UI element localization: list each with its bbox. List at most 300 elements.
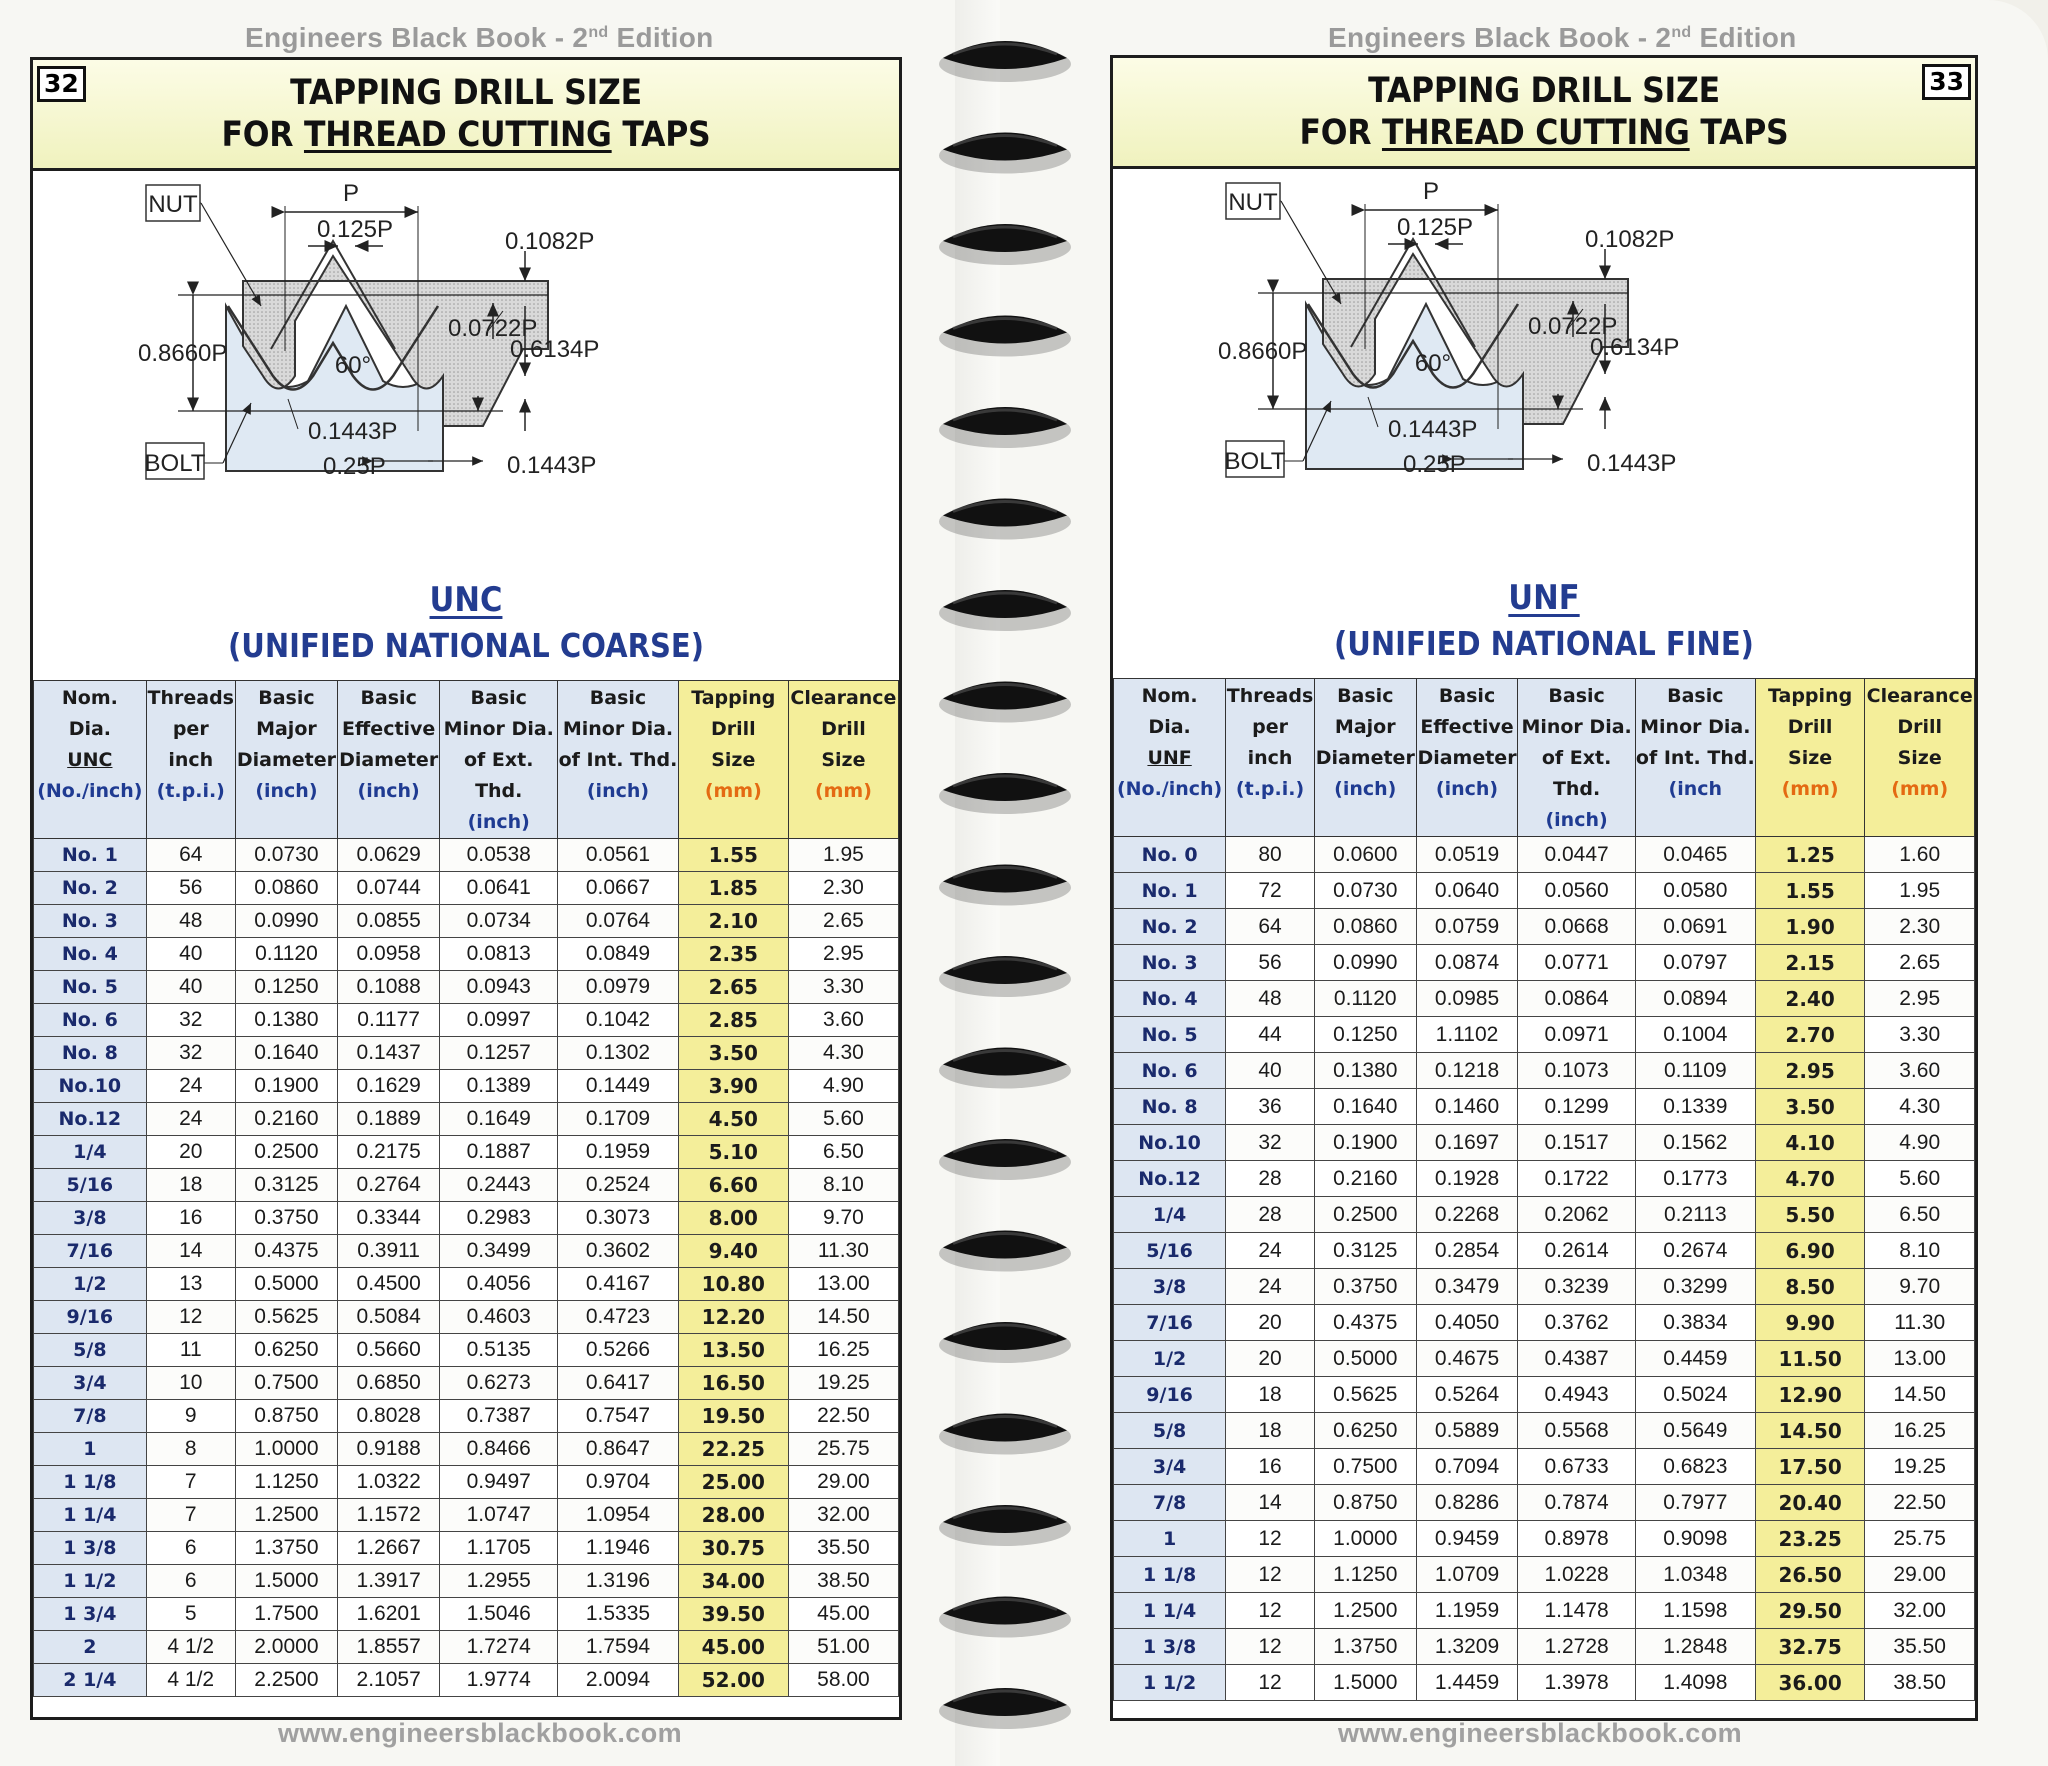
tapping-drill-size-cell: 19.50 xyxy=(678,1400,788,1433)
clearance-drill-size-cell: 25.75 xyxy=(1865,1521,1975,1557)
clearance-drill-size-cell: 4.90 xyxy=(1865,1125,1975,1161)
nominal-diameter-cell: 1 1/8 xyxy=(1114,1557,1226,1593)
minor-diameter-ext-header xyxy=(1518,679,1635,837)
minor-diameter-ext-header-line: Basic xyxy=(470,687,527,709)
table-row xyxy=(34,1532,899,1565)
clearance-drill-size-cell: 3.60 xyxy=(1865,1053,1975,1089)
table-row xyxy=(34,1499,899,1532)
threads-per-inch-cell: 14 xyxy=(146,1235,235,1268)
minor-diameter-ext-cell: 0.6733 xyxy=(1518,1449,1635,1485)
unf-drill-size-table xyxy=(1113,678,1975,1701)
tapping-drill-size-cell: 1.85 xyxy=(678,872,788,905)
minor-diameter-ext-cell: 0.3239 xyxy=(1518,1269,1635,1305)
threads-per-inch-cell: 32 xyxy=(146,1037,235,1070)
table-row xyxy=(34,1334,899,1367)
tapping-drill-size-cell: 30.75 xyxy=(678,1532,788,1565)
effective-diameter-cell: 0.5889 xyxy=(1416,1413,1518,1449)
nominal-diameter-cell: 5/8 xyxy=(1114,1413,1226,1449)
clearance-drill-size-header xyxy=(1865,679,1975,837)
clearance-drill-size-cell: 9.70 xyxy=(1865,1269,1975,1305)
diagram-label-p0722: 0.0722P xyxy=(1528,313,1618,340)
effective-diameter-cell: 0.2854 xyxy=(1416,1233,1518,1269)
table-row xyxy=(1114,1449,1975,1485)
nominal-diameter-cell: No. 4 xyxy=(34,938,147,971)
major-diameter-cell: 0.0990 xyxy=(1314,945,1416,981)
threads-per-inch-cell: 4 1/2 xyxy=(146,1664,235,1697)
nominal-diameter-cell: 9/16 xyxy=(1114,1377,1226,1413)
effective-diameter-cell: 1.1572 xyxy=(338,1499,440,1532)
minor-diameter-int-cell: 1.0954 xyxy=(558,1499,679,1532)
table-row xyxy=(34,1664,899,1697)
major-diameter-cell: 0.1380 xyxy=(1314,1053,1416,1089)
minor-diameter-int-header-line: Basic xyxy=(589,687,647,709)
tapping-drill-size-cell: 45.00 xyxy=(678,1631,788,1664)
threads-per-inch-header-line: (t.p.i.) xyxy=(156,780,225,802)
effective-diameter-cell: 1.1102 xyxy=(1416,1017,1518,1053)
diagram-label-p: P xyxy=(342,180,360,207)
binding-coil xyxy=(939,224,1071,265)
table-row xyxy=(1114,1269,1975,1305)
diagram-label-p0722: 0.0722P xyxy=(448,315,538,342)
page-title-line2: FOR THREAD CUTTING TAPS xyxy=(221,115,711,155)
nominal-diameter-header xyxy=(1114,679,1226,837)
minor-diameter-int-cell: 1.7594 xyxy=(558,1631,679,1664)
clearance-drill-size-cell: 4.30 xyxy=(1865,1089,1975,1125)
table-row xyxy=(1114,873,1975,909)
threads-per-inch-cell: 8 xyxy=(146,1433,235,1466)
effective-diameter-cell: 0.1928 xyxy=(1416,1161,1518,1197)
nominal-diameter-header-line: Dia. xyxy=(1148,716,1191,738)
clearance-drill-size-cell: 32.00 xyxy=(1865,1593,1975,1629)
threads-per-inch-cell: 64 xyxy=(1226,909,1315,945)
effective-diameter-cell: 0.8286 xyxy=(1416,1485,1518,1521)
clearance-drill-size-cell: 16.25 xyxy=(1865,1413,1975,1449)
effective-diameter-cell: 1.3209 xyxy=(1416,1629,1518,1665)
minor-diameter-ext-cell: 0.1517 xyxy=(1518,1125,1635,1161)
table-row xyxy=(1114,1305,1975,1341)
minor-diameter-int-cell: 0.4167 xyxy=(558,1268,679,1301)
tapping-drill-size-header-line: Drill xyxy=(1787,716,1833,738)
table-row xyxy=(1114,1125,1975,1161)
major-diameter-cell: 0.8750 xyxy=(235,1400,337,1433)
nominal-diameter-cell: No.12 xyxy=(34,1103,147,1136)
clearance-drill-size-cell: 19.25 xyxy=(788,1367,898,1400)
nominal-diameter-cell: 1/2 xyxy=(1114,1341,1226,1377)
tapping-drill-size-cell: 36.00 xyxy=(1755,1665,1865,1701)
nominal-diameter-cell: No. 1 xyxy=(34,839,147,872)
binding-coil xyxy=(939,1231,1071,1272)
minor-diameter-ext-cell: 0.3499 xyxy=(440,1235,558,1268)
effective-diameter-cell: 0.5660 xyxy=(338,1334,440,1367)
standard-abbreviation: UNC xyxy=(429,580,503,620)
page-title-line1: TAPPING DRILL SIZE xyxy=(1368,71,1720,111)
minor-diameter-ext-cell: 0.1887 xyxy=(440,1136,558,1169)
table-row xyxy=(34,1466,899,1499)
standard-name: (UNIFIED NATIONAL COARSE) xyxy=(228,626,704,665)
table-row xyxy=(34,1202,899,1235)
major-diameter-cell: 0.5625 xyxy=(1314,1377,1416,1413)
tapping-drill-size-cell: 29.50 xyxy=(1755,1593,1865,1629)
minor-diameter-int-header-line: Basic xyxy=(1667,685,1724,707)
effective-diameter-cell: 0.1177 xyxy=(338,1004,440,1037)
binding-coil xyxy=(939,1414,1071,1455)
minor-diameter-ext-cell: 0.7874 xyxy=(1518,1485,1635,1521)
tapping-drill-size-cell: 3.90 xyxy=(678,1070,788,1103)
minor-diameter-ext-cell: 0.2062 xyxy=(1518,1197,1635,1233)
minor-diameter-int-cell: 0.1773 xyxy=(1635,1161,1755,1197)
nominal-diameter-header-line: Dia. xyxy=(68,718,112,740)
threads-per-inch-cell: 5 xyxy=(146,1598,235,1631)
nominal-diameter-cell: 1/4 xyxy=(1114,1197,1226,1233)
clearance-drill-size-header-line: (mm) xyxy=(1891,778,1949,800)
threads-per-inch-cell: 32 xyxy=(146,1004,235,1037)
nominal-diameter-cell: No. 3 xyxy=(1114,945,1226,981)
effective-diameter-header-line: Basic xyxy=(1438,685,1496,707)
minor-diameter-int-header-line: of Int. Thd. xyxy=(1635,747,1755,769)
tapping-drill-size-header xyxy=(1755,679,1865,837)
page-number: 33 xyxy=(1922,64,1971,100)
tapping-drill-size-cell: 11.50 xyxy=(1755,1341,1865,1377)
binding-coil xyxy=(939,590,1071,631)
threads-per-inch-cell: 18 xyxy=(1226,1413,1315,1449)
major-diameter-cell: 1.7500 xyxy=(235,1598,337,1631)
nominal-diameter-cell: 1 1/8 xyxy=(34,1466,147,1499)
threads-per-inch-cell: 40 xyxy=(1226,1053,1315,1089)
effective-diameter-cell: 2.1057 xyxy=(338,1664,440,1697)
clearance-drill-size-cell: 58.00 xyxy=(788,1664,898,1697)
nominal-diameter-cell: No.12 xyxy=(1114,1161,1226,1197)
nominal-diameter-cell: 5/16 xyxy=(34,1169,147,1202)
minor-diameter-int-cell: 0.0849 xyxy=(558,938,679,971)
threads-per-inch-cell: 48 xyxy=(1226,981,1315,1017)
minor-diameter-ext-cell: 0.8466 xyxy=(440,1433,558,1466)
tapping-drill-size-cell: 12.90 xyxy=(1755,1377,1865,1413)
clearance-drill-size-cell: 1.60 xyxy=(1865,837,1975,873)
clearance-drill-size-cell: 2.95 xyxy=(1865,981,1975,1017)
nominal-diameter-cell: 1 xyxy=(34,1433,147,1466)
minor-diameter-ext-cell: 0.4387 xyxy=(1518,1341,1635,1377)
major-diameter-cell: 1.1250 xyxy=(235,1466,337,1499)
threads-per-inch-header-line: per xyxy=(1252,716,1288,738)
effective-diameter-cell: 0.5264 xyxy=(1416,1377,1518,1413)
minor-diameter-int-header-line: (inch) xyxy=(586,780,650,802)
major-diameter-cell: 1.5000 xyxy=(235,1565,337,1598)
effective-diameter-cell: 0.6850 xyxy=(338,1367,440,1400)
threads-per-inch-header xyxy=(146,681,235,839)
tapping-drill-size-header-line: Tapping xyxy=(691,687,776,709)
minor-diameter-int-cell: 0.2524 xyxy=(558,1169,679,1202)
minor-diameter-ext-cell: 0.5135 xyxy=(440,1334,558,1367)
minor-diameter-ext-cell: 1.2728 xyxy=(1518,1629,1635,1665)
tapping-drill-size-cell: 2.70 xyxy=(1755,1017,1865,1053)
minor-diameter-ext-cell: 0.0734 xyxy=(440,905,558,938)
tapping-drill-size-cell: 6.60 xyxy=(678,1169,788,1202)
threads-per-inch-cell: 12 xyxy=(1226,1593,1315,1629)
major-diameter-cell: 0.1640 xyxy=(1314,1089,1416,1125)
minor-diameter-ext-cell: 0.4603 xyxy=(440,1301,558,1334)
minor-diameter-ext-cell: 0.0771 xyxy=(1518,945,1635,981)
diagram-label-p1443a: 0.1443P xyxy=(308,418,398,445)
major-diameter-header-line: Major xyxy=(256,718,317,740)
clearance-drill-size-cell: 2.65 xyxy=(1865,945,1975,981)
major-diameter-cell: 1.0000 xyxy=(235,1433,337,1466)
table-header-row xyxy=(1114,679,1975,837)
clearance-drill-size-cell: 13.00 xyxy=(1865,1341,1975,1377)
tapping-drill-size-cell: 2.35 xyxy=(678,938,788,971)
nominal-diameter-cell: 7/16 xyxy=(34,1235,147,1268)
threads-per-inch-cell: 20 xyxy=(1226,1305,1315,1341)
minor-diameter-int-cell: 1.2848 xyxy=(1635,1629,1755,1665)
diagram-label-p: P xyxy=(1422,178,1440,205)
major-diameter-cell: 0.5000 xyxy=(235,1268,337,1301)
minor-diameter-ext-header-line: (inch) xyxy=(1545,809,1608,831)
threads-per-inch-cell: 18 xyxy=(1226,1377,1315,1413)
nominal-diameter-cell: 3/8 xyxy=(34,1202,147,1235)
nominal-diameter-cell: 1 1/2 xyxy=(34,1565,147,1598)
threads-per-inch-header-line: inch xyxy=(1247,747,1293,769)
minor-diameter-int-cell: 0.3602 xyxy=(558,1235,679,1268)
table-row xyxy=(34,1169,899,1202)
binding-coil xyxy=(939,1597,1071,1638)
minor-diameter-int-cell: 1.3196 xyxy=(558,1565,679,1598)
threads-per-inch-header-line: per xyxy=(172,718,209,740)
diagram-label-angle: 60° xyxy=(334,352,372,379)
minor-diameter-ext-cell: 1.2955 xyxy=(440,1565,558,1598)
clearance-drill-size-cell: 32.00 xyxy=(788,1499,898,1532)
minor-diameter-int-cell: 0.1959 xyxy=(558,1136,679,1169)
title-bar xyxy=(33,60,899,171)
table-row xyxy=(1114,1341,1975,1377)
minor-diameter-int-cell: 1.0348 xyxy=(1635,1557,1755,1593)
threads-per-inch-cell: 4 1/2 xyxy=(146,1631,235,1664)
clearance-drill-size-cell: 38.50 xyxy=(1865,1665,1975,1701)
table-row xyxy=(1114,1233,1975,1269)
nominal-diameter-cell: 1 3/8 xyxy=(1114,1629,1226,1665)
major-diameter-cell: 1.2500 xyxy=(1314,1593,1416,1629)
minor-diameter-ext-cell: 1.3978 xyxy=(1518,1665,1635,1701)
effective-diameter-cell: 1.0322 xyxy=(338,1466,440,1499)
table-row xyxy=(34,1367,899,1400)
minor-diameter-ext-cell: 1.1478 xyxy=(1518,1593,1635,1629)
effective-diameter-cell: 0.0640 xyxy=(1416,873,1518,909)
table-row xyxy=(1114,1089,1975,1125)
threads-per-inch-header-line: Threads xyxy=(147,687,234,709)
threads-per-inch-cell: 16 xyxy=(1226,1449,1315,1485)
binding-coil xyxy=(939,1322,1071,1363)
threads-per-inch-cell: 24 xyxy=(146,1103,235,1136)
clearance-drill-size-cell: 13.00 xyxy=(788,1268,898,1301)
effective-diameter-cell: 0.1218 xyxy=(1416,1053,1518,1089)
table-row xyxy=(1114,1197,1975,1233)
minor-diameter-ext-cell: 1.9774 xyxy=(440,1664,558,1697)
clearance-drill-size-cell: 16.25 xyxy=(788,1334,898,1367)
page-number: 32 xyxy=(37,66,86,102)
tapping-drill-size-cell: 13.50 xyxy=(678,1334,788,1367)
minor-diameter-ext-cell: 1.5046 xyxy=(440,1598,558,1631)
major-diameter-cell: 0.0860 xyxy=(1314,909,1416,945)
minor-diameter-int-cell: 0.8647 xyxy=(558,1433,679,1466)
nominal-diameter-cell: No. 6 xyxy=(34,1004,147,1037)
page-title-line1: TAPPING DRILL SIZE xyxy=(290,73,642,113)
minor-diameter-int-cell: 0.0979 xyxy=(558,971,679,1004)
threads-per-inch-cell: 64 xyxy=(146,839,235,872)
threads-per-inch-cell: 44 xyxy=(1226,1017,1315,1053)
table-row xyxy=(1114,1557,1975,1593)
major-diameter-cell: 0.2160 xyxy=(1314,1161,1416,1197)
threads-per-inch-cell: 7 xyxy=(146,1466,235,1499)
threads-per-inch-cell: 7 xyxy=(146,1499,235,1532)
major-diameter-header xyxy=(235,681,337,839)
nominal-diameter-cell: 5/16 xyxy=(1114,1233,1226,1269)
major-diameter-cell: 0.0600 xyxy=(1314,837,1416,873)
threads-per-inch-cell: 20 xyxy=(1226,1341,1315,1377)
minor-diameter-ext-cell: 1.7274 xyxy=(440,1631,558,1664)
minor-diameter-int-cell: 0.1109 xyxy=(1635,1053,1755,1089)
threads-per-inch-cell: 24 xyxy=(1226,1269,1315,1305)
major-diameter-cell: 0.5625 xyxy=(235,1301,337,1334)
nominal-diameter-header-line: (No./inch) xyxy=(37,780,143,802)
table-row xyxy=(1114,1485,1975,1521)
tapping-drill-size-cell: 1.90 xyxy=(1755,909,1865,945)
minor-diameter-ext-cell: 0.4056 xyxy=(440,1268,558,1301)
threads-per-inch-header-line: inch xyxy=(168,749,214,771)
table-row xyxy=(1114,1521,1975,1557)
major-diameter-cell: 0.4375 xyxy=(1314,1305,1416,1341)
effective-diameter-header-line: Diameter xyxy=(1417,747,1517,769)
nominal-diameter-cell: 5/8 xyxy=(34,1334,147,1367)
clearance-drill-size-cell: 3.30 xyxy=(1865,1017,1975,1053)
diagram-label-p1443b: 0.1443P xyxy=(507,452,597,479)
minor-diameter-ext-cell: 0.1722 xyxy=(1518,1161,1635,1197)
effective-diameter-header-line: Basic xyxy=(360,687,417,709)
minor-diameter-int-cell: 0.1562 xyxy=(1635,1125,1755,1161)
major-diameter-cell: 0.3750 xyxy=(1314,1269,1416,1305)
clearance-drill-size-cell: 8.10 xyxy=(788,1169,898,1202)
nominal-diameter-cell: No. 3 xyxy=(34,905,147,938)
nominal-diameter-cell: No.10 xyxy=(1114,1125,1226,1161)
minor-diameter-int-cell: 0.2113 xyxy=(1635,1197,1755,1233)
effective-diameter-cell: 0.0855 xyxy=(338,905,440,938)
binding-coil xyxy=(939,499,1071,540)
minor-diameter-int-cell: 0.1302 xyxy=(558,1037,679,1070)
minor-diameter-int-cell: 0.6823 xyxy=(1635,1449,1755,1485)
minor-diameter-int-cell: 0.3834 xyxy=(1635,1305,1755,1341)
major-diameter-cell: 0.4375 xyxy=(235,1235,337,1268)
major-diameter-cell: 0.1120 xyxy=(1314,981,1416,1017)
minor-diameter-ext-cell: 1.1705 xyxy=(440,1532,558,1565)
clearance-drill-size-cell: 6.50 xyxy=(1865,1197,1975,1233)
threads-per-inch-cell: 36 xyxy=(1226,1089,1315,1125)
binding-coil xyxy=(939,1139,1071,1180)
table-row xyxy=(1114,1017,1975,1053)
nominal-diameter-cell: 7/8 xyxy=(34,1400,147,1433)
tapping-drill-size-cell: 10.80 xyxy=(678,1268,788,1301)
minor-diameter-ext-cell: 0.2614 xyxy=(1518,1233,1635,1269)
major-diameter-cell: 0.8750 xyxy=(1314,1485,1416,1521)
binding-coil xyxy=(939,1688,1071,1729)
clearance-drill-size-cell: 8.10 xyxy=(1865,1233,1975,1269)
nominal-diameter-cell: 1 1/4 xyxy=(1114,1593,1226,1629)
nominal-diameter-cell: 1/2 xyxy=(34,1268,147,1301)
minor-diameter-ext-cell: 0.0538 xyxy=(440,839,558,872)
binding-coil xyxy=(939,1505,1071,1546)
tapping-drill-size-cell: 5.10 xyxy=(678,1136,788,1169)
effective-diameter-cell: 0.1088 xyxy=(338,971,440,1004)
effective-diameter-cell: 0.4500 xyxy=(338,1268,440,1301)
nominal-diameter-header-line: Nom. xyxy=(61,687,118,709)
diagram-label-nut: NUT xyxy=(1228,189,1278,216)
tapping-drill-size-header-line: Size xyxy=(711,749,756,771)
major-diameter-header xyxy=(1314,679,1416,837)
minor-diameter-int-header xyxy=(558,681,679,839)
clearance-drill-size-cell: 4.30 xyxy=(788,1037,898,1070)
spiral-binding xyxy=(925,0,1085,1766)
tapping-drill-size-cell: 4.10 xyxy=(1755,1125,1865,1161)
clearance-drill-size-cell: 6.50 xyxy=(788,1136,898,1169)
threads-per-inch-cell: 56 xyxy=(1226,945,1315,981)
table-header-row xyxy=(34,681,899,839)
threads-per-inch-cell: 32 xyxy=(1226,1125,1315,1161)
minor-diameter-ext-cell: 0.6273 xyxy=(440,1367,558,1400)
nominal-diameter-cell: No. 1 xyxy=(1114,873,1226,909)
major-diameter-cell: 0.2160 xyxy=(235,1103,337,1136)
minor-diameter-int-cell: 0.5266 xyxy=(558,1334,679,1367)
tapping-drill-size-header-line: Tapping xyxy=(1768,685,1853,707)
major-diameter-cell: 0.1900 xyxy=(1314,1125,1416,1161)
binding-coil xyxy=(939,407,1071,448)
major-diameter-cell: 1.5000 xyxy=(1314,1665,1416,1701)
minor-diameter-int-cell: 0.0691 xyxy=(1635,909,1755,945)
tapping-drill-size-cell: 1.55 xyxy=(1755,873,1865,909)
tapping-drill-size-cell: 28.00 xyxy=(678,1499,788,1532)
effective-diameter-cell: 0.0744 xyxy=(338,872,440,905)
minor-diameter-ext-cell: 0.0641 xyxy=(440,872,558,905)
major-diameter-cell: 0.0990 xyxy=(235,905,337,938)
table-row xyxy=(34,1400,899,1433)
minor-diameter-ext-cell: 0.2443 xyxy=(440,1169,558,1202)
threads-per-inch-cell: 14 xyxy=(1226,1485,1315,1521)
standard-abbreviation: UNF xyxy=(1508,578,1580,618)
effective-diameter-cell: 1.8557 xyxy=(338,1631,440,1664)
binding-coil xyxy=(939,773,1071,814)
minor-diameter-int-cell: 0.1709 xyxy=(558,1103,679,1136)
clearance-drill-size-cell: 22.50 xyxy=(788,1400,898,1433)
nominal-diameter-cell: 7/16 xyxy=(1114,1305,1226,1341)
minor-diameter-ext-cell: 0.0668 xyxy=(1518,909,1635,945)
table-row xyxy=(34,1004,899,1037)
tapping-drill-size-cell: 32.75 xyxy=(1755,1629,1865,1665)
tapping-drill-size-cell: 25.00 xyxy=(678,1466,788,1499)
minor-diameter-ext-cell: 0.1073 xyxy=(1518,1053,1635,1089)
binding-coil xyxy=(939,682,1071,723)
table-row xyxy=(1114,1665,1975,1701)
minor-diameter-int-cell: 1.1946 xyxy=(558,1532,679,1565)
tapping-drill-size-cell: 39.50 xyxy=(678,1598,788,1631)
minor-diameter-int-cell: 0.6417 xyxy=(558,1367,679,1400)
threads-per-inch-cell: 28 xyxy=(1226,1197,1315,1233)
major-diameter-cell: 0.2500 xyxy=(1314,1197,1416,1233)
major-diameter-cell: 0.1250 xyxy=(235,971,337,1004)
binding-coil xyxy=(939,1048,1071,1089)
table-row xyxy=(1114,1413,1975,1449)
effective-diameter-cell: 0.1889 xyxy=(338,1103,440,1136)
major-diameter-cell: 0.0730 xyxy=(235,839,337,872)
diagram-label-p1443a: 0.1443P xyxy=(1388,416,1478,443)
effective-diameter-header-line: (inch) xyxy=(1435,778,1499,800)
minor-diameter-int-cell: 0.0667 xyxy=(558,872,679,905)
tapping-drill-size-cell: 20.40 xyxy=(1755,1485,1865,1521)
nominal-diameter-cell: 1 3/8 xyxy=(34,1532,147,1565)
